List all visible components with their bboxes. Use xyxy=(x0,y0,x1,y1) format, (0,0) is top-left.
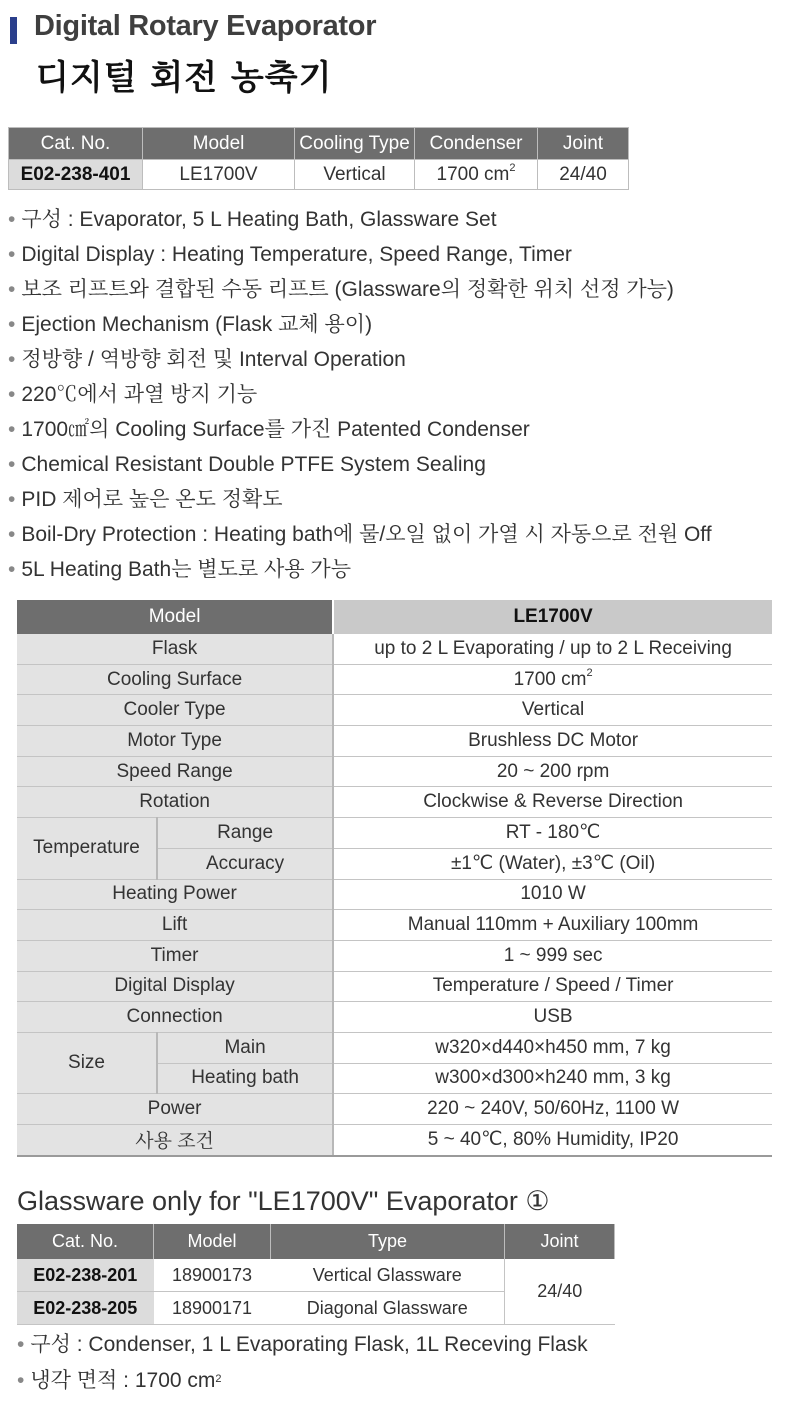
table-row: Digital Display Temperature / Speed / Timer xyxy=(17,971,772,1002)
table-row: Temperature Range RT - 180℃ xyxy=(17,818,772,849)
table-row: Flask up to 2 L Evaporating / up to 2 L Receiving xyxy=(17,634,772,664)
product-title-english: Digital Rotary Evaporator xyxy=(34,10,377,42)
table-row: E02-238-201 18900173 Vertical Glassware 24/40 xyxy=(17,1259,615,1292)
list-item: • Chemical Resistant Double PTFE System Sealing xyxy=(8,453,486,476)
table-row xyxy=(9,160,629,190)
model-cell: LE1700V xyxy=(143,160,295,190)
table-row: Motor Type Brushless DC Motor xyxy=(17,726,772,757)
list-item: • PID 제어로 높은 온도 정확도 xyxy=(8,488,283,511)
glassware-title: Glassware only for "LE1700V" Evaporator ① xyxy=(17,1186,550,1216)
table-row: Timer 1 ~ 999 sec xyxy=(17,940,772,971)
table-row: 사용 조건 5 ~ 40℃, 80% Humidity, IP20 xyxy=(17,1125,772,1156)
joint-cell: 24/40 xyxy=(538,160,629,190)
table-row: Heating bath w300×d300×h240 mm, 3 kg xyxy=(17,1063,772,1094)
table-row: Heating Power 1010 W xyxy=(17,879,772,910)
table-row: Connection USB xyxy=(17,1002,772,1033)
spec-header-row xyxy=(17,600,772,634)
list-item: • 정방향 / 역방향 회전 및 Interval Operation xyxy=(8,348,406,371)
title-accent-bar xyxy=(10,17,17,44)
table-row: Speed Range 20 ~ 200 rpm xyxy=(17,756,772,787)
list-item: • 1700㎠의 Cooling Surface를 가진 Patented Condenser xyxy=(8,418,530,441)
table-row: Lift Manual 110mm + Auxiliary 100mm xyxy=(17,910,772,941)
list-item: • 냉각 면적 : 1700 $cm^2$ xyxy=(17,1369,222,1392)
list-item: • Ejection Mechanism (Flask 교체 용이) xyxy=(8,313,373,336)
product-title-korean: 디지털 회전 농축기 xyxy=(36,58,333,98)
glassware-header: Cat. No. Model Type Joint xyxy=(17,1224,615,1259)
col-condenser: Condenser xyxy=(415,128,538,160)
spec-header-value: LE1700V xyxy=(333,600,772,634)
table-row: Power 220 ~ 240V, 50/60Hz, 1100 W xyxy=(17,1094,772,1125)
spec-table xyxy=(17,600,772,1157)
table-row: Size Main w320×d440×h450 mm, 7 kg xyxy=(17,1032,772,1063)
col-joint: Joint xyxy=(538,128,629,160)
order-table xyxy=(8,127,629,190)
list-item: • Boil-Dry Protection : Heating bath에 물/오일 없이 가열 시 자동으로 전원 Off xyxy=(8,523,712,546)
cooling-type-cell: Vertical xyxy=(295,160,415,190)
table-row: Cooler Type Vertical xyxy=(17,695,772,726)
feature-list xyxy=(8,202,712,587)
table-row: Rotation Clockwise & Reverse Direction xyxy=(17,787,772,818)
cat-no-cell: E02-238-401 xyxy=(9,160,143,190)
col-cooling-type: Cooling Type xyxy=(295,128,415,160)
spec-header-label: Model xyxy=(17,600,333,634)
list-item: • 보조 리프트와 결합된 수동 리프트 (Glassware의 정확한 위치 선정 가능) xyxy=(8,278,674,301)
order-table-header xyxy=(9,128,629,160)
glassware-table xyxy=(17,1224,615,1325)
col-model: Model xyxy=(143,128,295,160)
glassware-notes xyxy=(17,1327,588,1399)
list-item: • 5L Heating Bath는 별도로 사용 가능 xyxy=(8,558,351,581)
col-cat-no: Cat. No. xyxy=(9,128,143,160)
list-item: • 구성 : Condenser, 1 L Evaporating Flask, 1L Receving Flask xyxy=(17,1333,588,1356)
condenser-cell: 1700 $cm^2$ xyxy=(415,160,538,190)
list-item: • 220℃에서 과열 방지 기능 xyxy=(8,383,258,406)
joint-cell: 24/40 xyxy=(505,1259,615,1325)
list-item: • Digital Display : Heating Temperature, Speed Range, Timer xyxy=(8,243,572,266)
list-item: • 구성 : Evaporator, 5 L Heating Bath, Glassware Set xyxy=(8,208,497,231)
table-row: Accuracy ±1℃ (Water), ±3℃ (Oil) xyxy=(17,848,772,879)
table-row: Cooling Surface 1700 $cm^2$ xyxy=(17,664,772,695)
table-row: E02-238-205 18900171 Diagonal Glassware xyxy=(17,1292,615,1325)
